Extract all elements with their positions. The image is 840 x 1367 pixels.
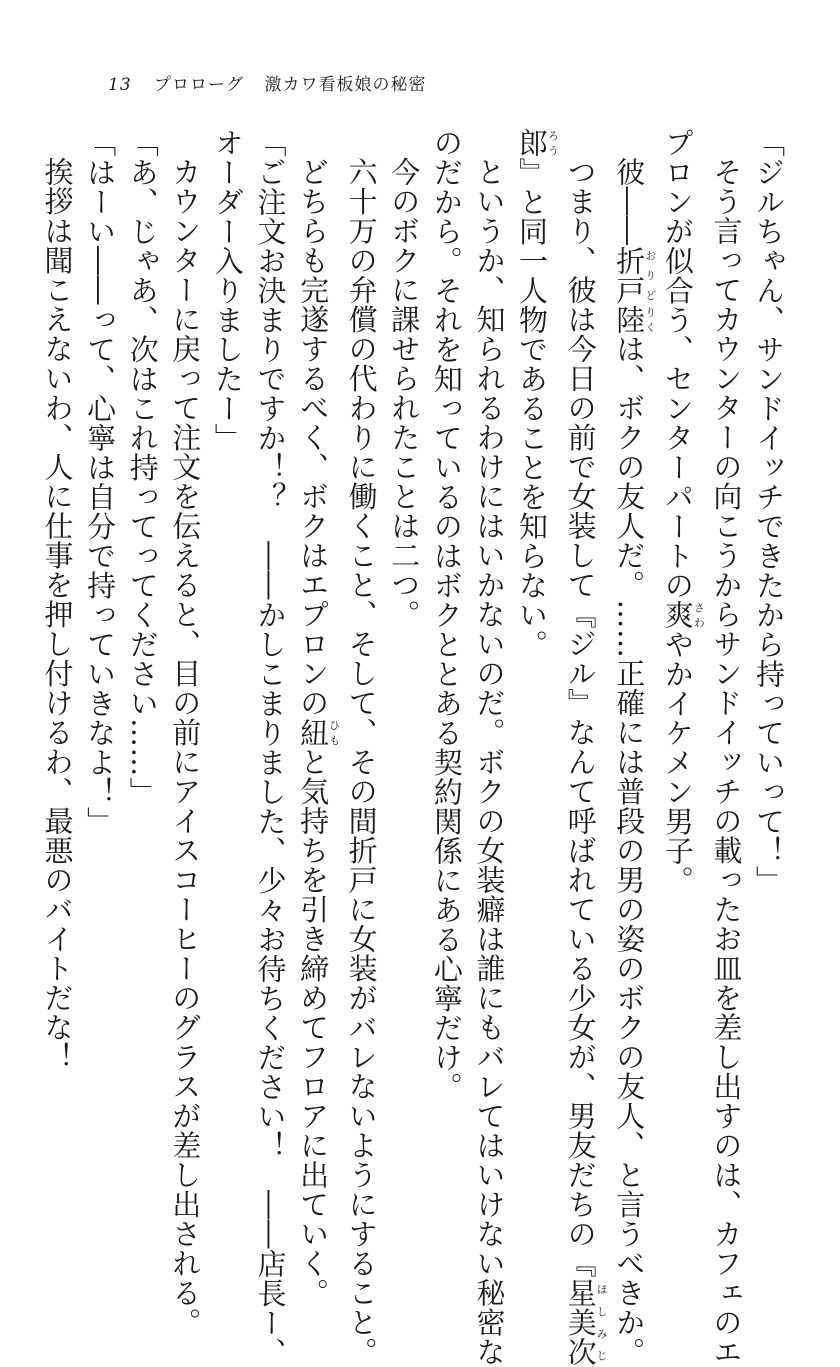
text-line: 六十万の弁償の代わりに働くこと、そして、その間折戸に女装がバレないようにすること。 — [344, 157, 379, 1367]
ruby-rou: 郎ろう — [515, 128, 560, 158]
text-line: そう言ってカウンターの向こうからサンドイッチの載ったお皿を差し出すのは、カフェのエ — [709, 157, 744, 1367]
running-head — [108, 70, 426, 95]
page-number: 13 — [108, 75, 132, 95]
text-line: 「ご注文お決まりですか！？ ――かしこまりました、少々お待ちください！ ――店長ー、 — [253, 128, 288, 1367]
text-line: 彼――折戸おりど陸りくは、ボクの友人だ。……正確には普段の男の姿のボクの友人、と言うべきか。 — [612, 157, 657, 1367]
chapter-title: プロローグ — [154, 75, 245, 95]
text-line: プロンが似合う、センターパートの爽さわやかイケメン男子。 — [660, 128, 706, 895]
ruby-origo: 折戸おりど — [612, 245, 657, 305]
text-line: 挨拶は聞こえないわ、人に仕事を押し付けるわ、最悪のバイトだな！ — [40, 157, 75, 1072]
text-line: 「はーい――って、心寧は自分で持っていきなよ！」 — [83, 128, 118, 836]
text-line: というか、知られるわけにはいかないのだ。ボクの女装癖は誰にもバレてはいけない秘密な — [472, 157, 507, 1367]
ruby-himo: 紐ひも — [296, 717, 341, 747]
ruby-hoshimiji: 星美次ほしみじ — [563, 1278, 609, 1367]
ruby-sawa: 爽さわ — [660, 600, 706, 630]
text-line: 郎ろう』と同一人物であることを知らない。 — [515, 128, 560, 659]
text-line: どちらも完遂するべく、ボクはエプロンの紐ひもと気持ちを引き締めてフロアに出ていく。 — [296, 157, 341, 1308]
book-title: 激カワ看板娘の秘密 — [264, 75, 427, 95]
text-line: 「ジルちゃん、サンドイッチできたから持っていって！」 — [752, 128, 786, 895]
text-line: オーダー入りましたー」 — [210, 128, 245, 453]
text-line: 「あ、じゃあ、次はこれ持ってってください……」 — [125, 128, 160, 807]
text-line: 今のボクに課せられたことは二つ。 — [387, 157, 422, 629]
text-line: カウンターに戻って注文を伝えると、目の前にアイスコーヒーのグラスが差し出される。 — [168, 157, 203, 1337]
vertical-body-text — [40, 128, 790, 1367]
text-line: つまり、彼は今日の前で女装して『ジル』なんて呼ばれている少女が、男友だちの『星美次ほしみじ — [563, 157, 609, 1367]
text-line: のだから。それを知っているのはボクととある契約関係にある心寧だけ。 — [429, 128, 464, 1102]
ruby-riku: 陸りく — [612, 304, 657, 334]
